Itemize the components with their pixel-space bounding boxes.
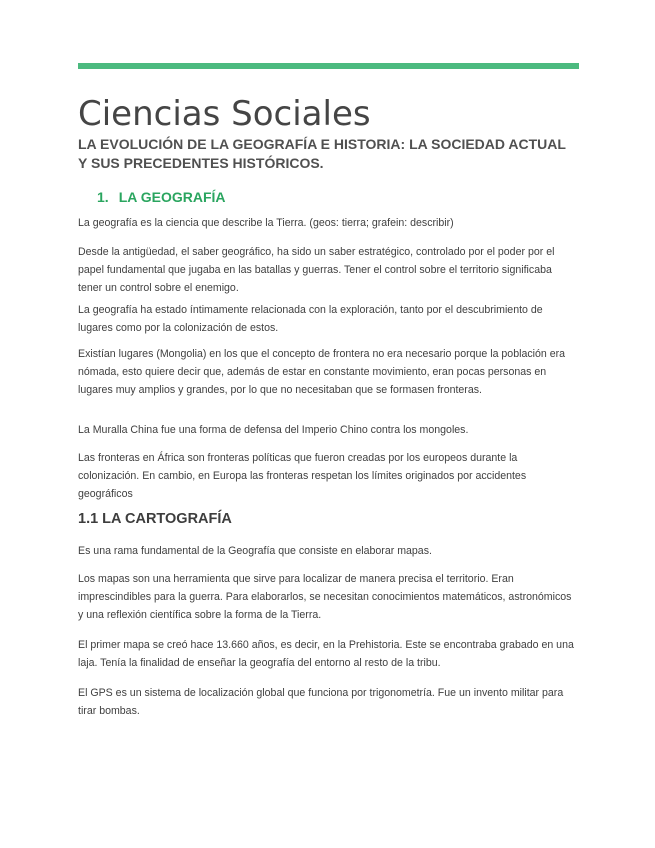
document-subtitle: LA EVOLUCIÓN DE LA GEOGRAFÍA E HISTORIA: LA SOCIEDAD ACTUAL Y SUS PRECEDENTES HISTÓRICOS. — [78, 136, 566, 171]
paragraph: Es una rama fundamental de la Geografía que consiste en elaborar mapas. — [78, 545, 432, 557]
paragraph: El GPS es un sistema de localización global que funciona por trigonometría. Fue un invento militar para tirar bombas. — [78, 687, 564, 717]
document-title: Ciencias Sociales — [78, 94, 371, 134]
section-title: LA GEOGRAFÍA — [118, 189, 226, 205]
section-number: 1. — [97, 189, 109, 205]
paragraph: Desde la antigüedad, el saber geográfico, ha sido un saber estratégico, controlado por el poder por el papel fundamental que jugaba en las batallas y guerras. Tener el control sobre el territorio significaba tener un control sobre el enemigo. — [78, 246, 555, 294]
paragraph: Existían lugares (Mongolia) en los que el concepto de frontera no era necesario porque la población era nómada, esto quiere decir que, además de estar en constante movimiento, eran pocas personas en lugares muy amplios y grandes, por lo que no necesitaban que se formasen fronteras. — [78, 348, 566, 396]
paragraph: La geografía ha estado íntimamente relacionada con la exploración, tanto por el descubrimiento de lugares como por la colonización de estos. — [78, 304, 543, 334]
section-heading-geografia — [97, 188, 226, 206]
paragraph: La geografía es la ciencia que describe la Tierra. (geos: tierra; grafein: describir) — [78, 217, 454, 229]
paragraph: Las fronteras en África son fronteras políticas que fueron creadas por los europeos durante la colonización. En cambio, en Europa las fronteras respetan los límites originados por accidentes geográficos — [78, 452, 527, 500]
header-rule — [78, 63, 579, 69]
section-heading-cartografia: 1.1 LA CARTOGRAFÍA — [78, 511, 232, 527]
paragraph: Los mapas son una herramienta que sirve para localizar de manera precisa el territorio. Eran imprescindibles para la guerra. Para elaborarlos, se necesitan conocimientos matemáticos, astronómicos y una reflexión científica sobre la forma de la Tierra. — [78, 573, 572, 621]
paragraph: El primer mapa se creó hace 13.660 años, es decir, en la Prehistoria. Este se encontraba grabado en una laja. Tenía la finalidad de enseñar la geografía del entorno al resto de la tribu. — [78, 639, 574, 669]
paragraph: La Muralla China fue una forma de defensa del Imperio Chino contra los mongoles. — [78, 424, 469, 436]
